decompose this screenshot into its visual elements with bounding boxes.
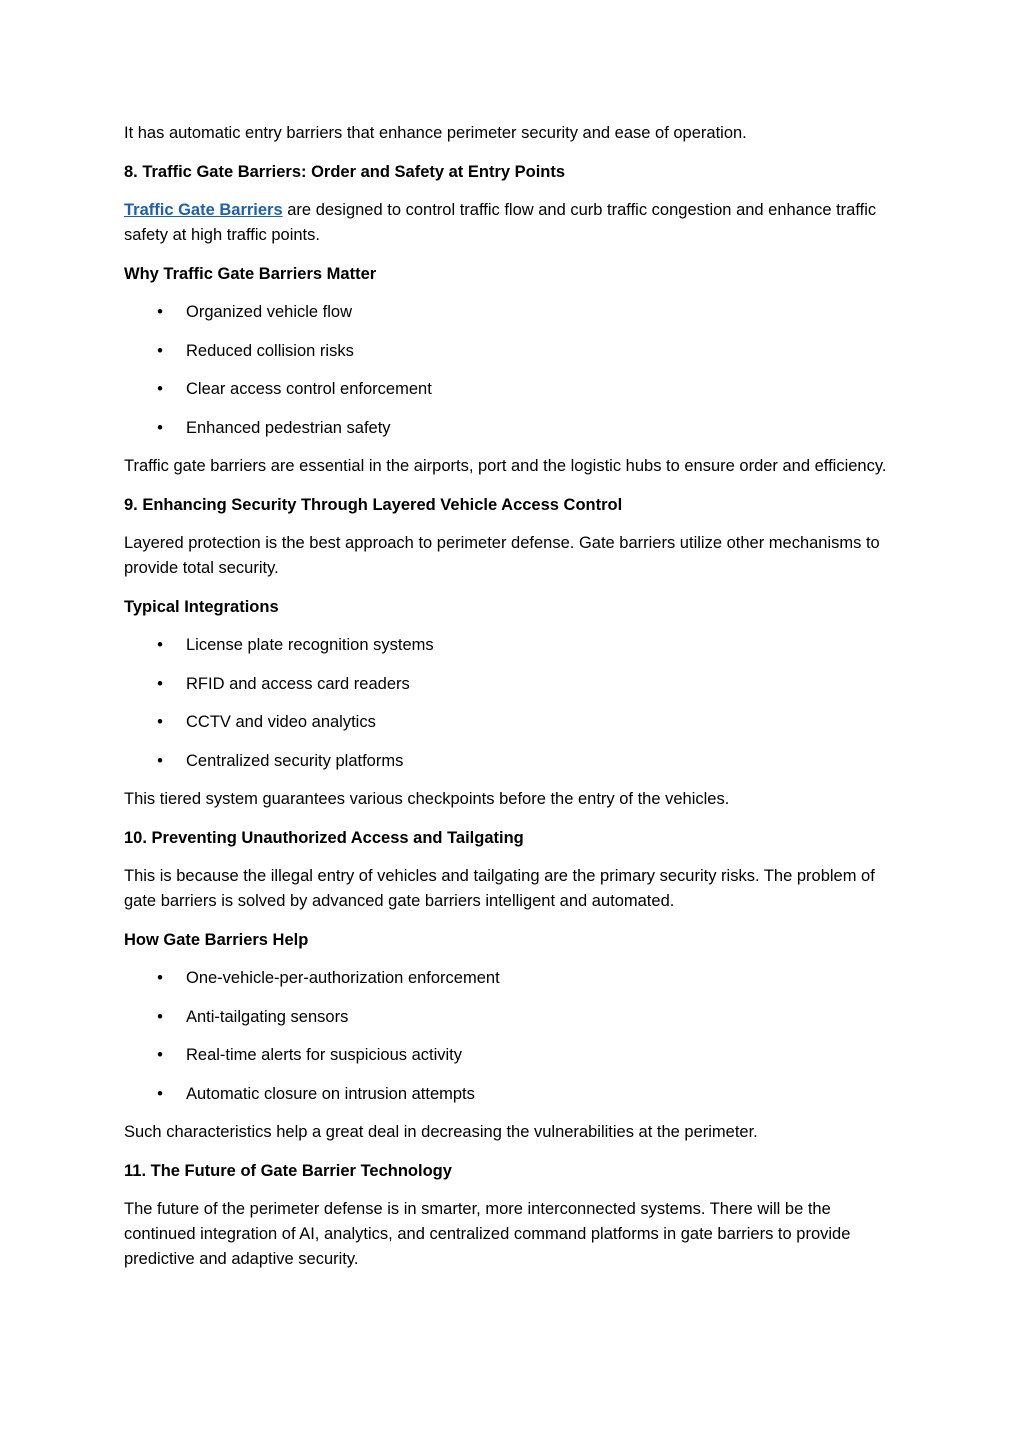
list-item [124, 1043, 903, 1068]
list-item-text: Anti-tailgating sensors [186, 1007, 349, 1026]
list-item-text: Centralized security platforms [186, 751, 404, 770]
bullet-icon: • [157, 1084, 163, 1103]
section-8-heading: 8. Traffic Gate Barriers: Order and Safety at Entry Points [124, 162, 566, 181]
section-9-list [124, 633, 903, 774]
list-item [124, 1082, 903, 1107]
bullet-icon: • [157, 969, 163, 987]
section-11-heading: 11. The Future of Gate Barrier Technology [124, 1161, 452, 1180]
bullet-icon: • [157, 380, 163, 398]
list-item [124, 377, 903, 402]
bullet-icon: • [157, 1046, 163, 1064]
list-item [124, 300, 903, 325]
list-item-text: Automatic closure on intrusion attempts [186, 1084, 475, 1103]
list-item [124, 672, 903, 697]
bullet-icon: • [157, 713, 163, 731]
section-11-paragraph: The future of the perimeter defense is in smarter, more interconnected systems. There will be the continued integration of AI, analytics, and centralized command platforms in gate barriers to provide predictive and adaptive security. [124, 1200, 851, 1268]
section-10-list [124, 966, 903, 1107]
list-item-text: License plate recognition systems [186, 636, 434, 654]
list-item [124, 749, 903, 774]
section-8-paragraph [124, 198, 903, 248]
list-item-text: Enhanced pedestrian safety [186, 418, 391, 437]
section-9-subheading: Typical Integrations [124, 597, 279, 616]
section-10-closing: Such characteristics help a great deal in decreasing the vulnerabilities at the perimeter. [124, 1123, 758, 1141]
bullet-icon: • [157, 1007, 163, 1026]
section-8-closing: Traffic gate barriers are essential in the airports, port and the logistic hubs to ensure order and efficiency. [124, 457, 887, 475]
section-10-subheading: How Gate Barriers Help [124, 930, 309, 949]
section-9-heading: 9. Enhancing Security Through Layered Vehicle Access Control [124, 495, 623, 514]
traffic-gate-barriers-link[interactable]: Traffic Gate Barriers [124, 201, 283, 219]
section-10-paragraph: This is because the illegal entry of vehicles and tailgating are the primary security risks. The problem of gate barriers is solved by advanced gate barriers intelligent and automated. [124, 867, 875, 910]
section-8-subheading: Why Traffic Gate Barriers Matter [124, 264, 377, 283]
bullet-icon: • [157, 418, 163, 437]
bullet-icon: • [157, 636, 163, 654]
section-8-list [124, 300, 903, 441]
list-item [124, 416, 903, 441]
list-item-text: Clear access control enforcement [186, 380, 432, 398]
section-8-paragraph-text: are designed to control traffic flow and curb traffic congestion and enhance traffic safety at high traffic points. [124, 201, 877, 244]
list-item [124, 1005, 903, 1030]
list-item-text: Reduced collision risks [186, 341, 354, 360]
list-item-text: Real-time alerts for suspicious activity [186, 1046, 463, 1064]
list-item [124, 633, 903, 658]
section-10-heading: 10. Preventing Unauthorized Access and Tailgating [124, 828, 524, 847]
bullet-icon: • [157, 341, 163, 360]
intro-paragraph: It has automatic entry barriers that enhance perimeter security and ease of operation. [124, 124, 747, 142]
section-9-closing: This tiered system guarantees various checkpoints before the entry of the vehicles. [124, 790, 730, 808]
bullet-icon: • [157, 674, 163, 693]
list-item [124, 966, 903, 991]
list-item-text: Organized vehicle flow [186, 303, 352, 321]
bullet-icon: • [157, 303, 163, 321]
section-9-paragraph: Layered protection is the best approach to perimeter defense. Gate barriers utilize other mechanisms to provide total security. [124, 534, 880, 577]
list-item-text: One-vehicle-per-authorization enforcement [186, 969, 500, 987]
list-item-text: RFID and access card readers [186, 674, 410, 693]
list-item [124, 339, 903, 364]
list-item-text: CCTV and video analytics [186, 713, 376, 731]
list-item [124, 710, 903, 735]
bullet-icon: • [157, 751, 163, 770]
